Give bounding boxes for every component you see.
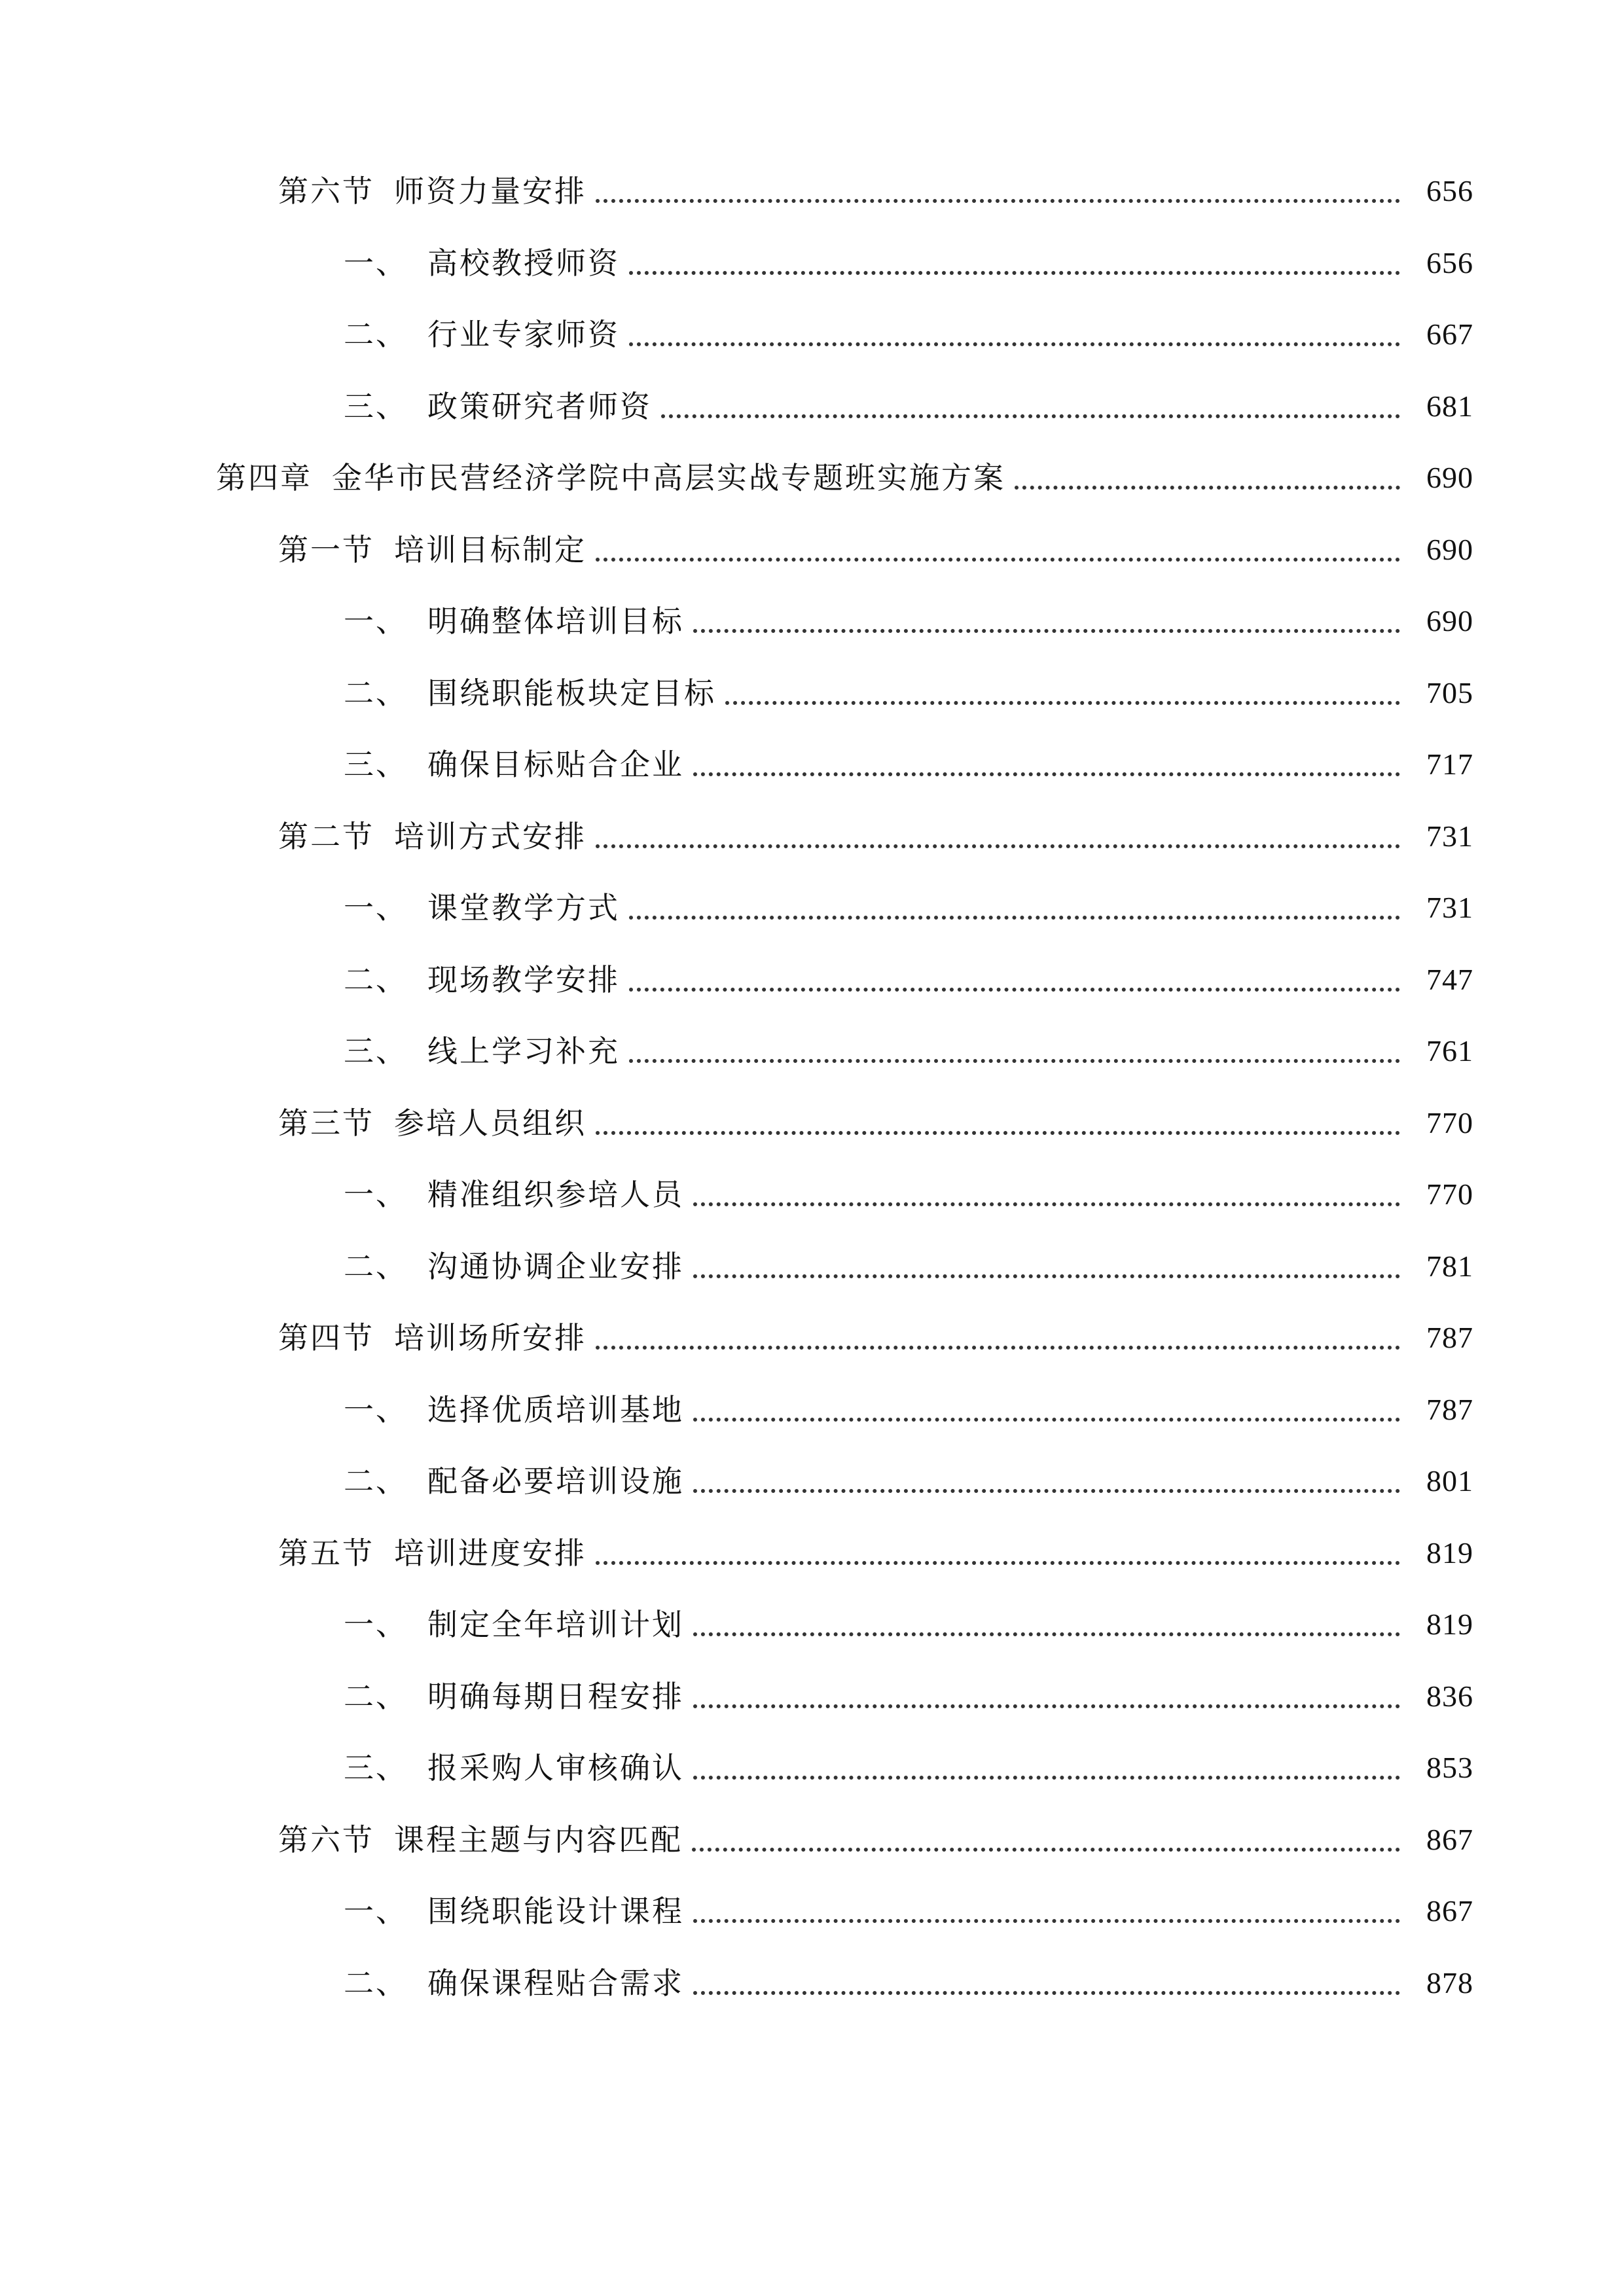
toc-entry-number: 第六节 [278, 1822, 374, 1857]
dot-leader [725, 667, 1400, 719]
dot-leader [693, 1240, 1400, 1293]
toc-entry-number: 二、 [344, 1965, 408, 2001]
toc-page-number: 867 [1426, 1823, 1473, 1856]
toc-entry-title: 线上学习补充 [427, 1033, 620, 1069]
toc-entry-section[interactable] [0, 165, 1624, 217]
toc-entry-section[interactable] [0, 524, 1624, 576]
dot-leader [596, 1312, 1400, 1364]
toc-entry-item[interactable] [0, 1742, 1624, 1794]
toc-entry-number: 二、 [344, 1463, 408, 1499]
toc-page-number: 731 [1426, 819, 1473, 853]
toc-entry-text [278, 1527, 586, 1579]
toc-entry-item[interactable] [0, 595, 1624, 647]
toc-page-number: 867 [1426, 1894, 1473, 1928]
toc-entry-text [344, 308, 620, 361]
toc-entry-number: 二、 [344, 1249, 408, 1284]
toc-entry-title: 培训方式安排 [394, 819, 586, 854]
dot-leader [629, 308, 1400, 361]
toc-entry-title: 培训目标制定 [394, 532, 586, 567]
dot-leader [596, 1097, 1400, 1149]
toc-entry-section[interactable] [0, 1814, 1624, 1866]
toc-entry-item[interactable] [0, 1455, 1624, 1507]
toc-entry-title: 课程主题与内容匹配 [394, 1822, 683, 1857]
toc-entry-text [344, 1885, 684, 1937]
dot-leader [693, 1742, 1400, 1794]
toc-entry-title: 参培人员组织 [394, 1105, 586, 1141]
toc-entry-text [344, 237, 620, 289]
toc-entry-title: 制定全年培训计划 [427, 1607, 684, 1642]
dot-leader [693, 1455, 1400, 1507]
toc-entry-title: 金华市民营经济学院中高层实战专题班实施方案 [332, 460, 1005, 495]
toc-entry-title: 明确整体培训目标 [427, 603, 684, 639]
toc-page-number: 761 [1426, 1034, 1473, 1067]
toc-page-number: 705 [1426, 676, 1473, 709]
toc-entry-text [344, 1670, 684, 1723]
toc-page-number: 801 [1426, 1464, 1473, 1498]
toc-entry-item[interactable] [0, 882, 1624, 934]
toc-entry-number: 一、 [344, 1177, 408, 1212]
toc-entry-text [344, 1957, 684, 2009]
toc-entry-number: 第六节 [278, 173, 374, 209]
toc-entry-item[interactable] [0, 1670, 1624, 1723]
toc-entry-item[interactable] [0, 738, 1624, 791]
toc-entry-text [344, 667, 716, 719]
toc-entry-text [344, 1455, 684, 1507]
toc-entry-text [344, 1025, 620, 1077]
toc-entry-title: 围绕职能板块定目标 [427, 675, 716, 711]
toc-entry-number: 三、 [344, 1750, 408, 1785]
toc-entry-title: 师资力量安排 [394, 173, 586, 209]
toc-entry-text [344, 380, 652, 433]
toc-page-number: 836 [1426, 1679, 1473, 1713]
dot-leader [661, 380, 1400, 433]
toc-entry-item[interactable] [0, 1168, 1624, 1221]
toc-entry-title: 沟通协调企业安排 [427, 1249, 684, 1284]
toc-entry-title: 政策研究者师资 [427, 389, 652, 424]
toc-entry-text [344, 954, 620, 1006]
toc-entry-title: 报采购人审核确认 [427, 1750, 684, 1785]
dot-leader [693, 595, 1400, 647]
toc-page-number: 717 [1426, 747, 1473, 781]
toc-entry-text [278, 1814, 683, 1866]
toc-entry-text [344, 1168, 684, 1221]
toc-entry-text [344, 738, 684, 791]
toc-page-number: 747 [1426, 963, 1473, 996]
toc-entry-title: 确保课程贴合需求 [427, 1965, 684, 2001]
toc-page-number: 681 [1426, 389, 1473, 423]
toc-entry-number: 三、 [344, 389, 408, 424]
toc-page-number: 853 [1426, 1751, 1473, 1784]
toc-entry-number: 二、 [344, 962, 408, 997]
toc-entry-number: 第四章 [216, 460, 312, 495]
toc-entry-item[interactable] [0, 1025, 1624, 1077]
dot-leader [1015, 452, 1400, 504]
toc-entry-number: 二、 [344, 317, 408, 352]
toc-entry-number: 第二节 [278, 819, 374, 854]
toc-entry-number: 第五节 [278, 1535, 374, 1571]
dot-leader [629, 882, 1400, 934]
toc-entry-number: 一、 [344, 1893, 408, 1929]
toc-entry-number: 第四节 [278, 1320, 374, 1355]
toc-entry-item[interactable] [0, 1885, 1624, 1937]
toc-entry-title: 培训进度安排 [394, 1535, 586, 1571]
dot-leader [629, 1025, 1400, 1077]
toc-entry-section[interactable] [0, 1527, 1624, 1579]
toc-entry-section[interactable] [0, 810, 1624, 863]
toc-page-number: 787 [1426, 1321, 1473, 1354]
dot-leader [693, 1957, 1400, 2009]
toc-page-number: 819 [1426, 1607, 1473, 1641]
toc-entry-title: 配备必要培训设施 [427, 1463, 684, 1499]
toc-entry-number: 三、 [344, 747, 408, 782]
toc-entry-title: 选择优质培训基地 [427, 1392, 684, 1427]
toc-page-number: 819 [1426, 1536, 1473, 1570]
toc-entry-text [278, 165, 586, 217]
toc-entry-number: 第三节 [278, 1105, 374, 1141]
toc-entry-item[interactable] [0, 1598, 1624, 1651]
dot-leader [629, 237, 1400, 289]
toc-entry-title: 高校教授师资 [427, 245, 620, 281]
toc-entry-text [216, 452, 1005, 504]
toc-entry-text [344, 1240, 684, 1293]
toc-entry-number: 三、 [344, 1033, 408, 1069]
dot-leader [692, 1814, 1400, 1866]
dot-leader [693, 1168, 1400, 1221]
dot-leader [596, 1527, 1400, 1579]
toc-entry-title: 精准组织参培人员 [427, 1177, 684, 1212]
toc-page-number: 878 [1426, 1966, 1473, 2000]
toc-page-number: 656 [1426, 174, 1473, 207]
toc-entry-text [278, 1312, 586, 1364]
dot-leader [693, 1384, 1400, 1436]
dot-leader [693, 1885, 1400, 1937]
toc-page-number: 690 [1426, 604, 1473, 637]
toc-entry-text [344, 1742, 684, 1794]
toc-page-number: 781 [1426, 1249, 1473, 1283]
dot-leader [693, 1670, 1400, 1723]
toc-entry-number: 一、 [344, 890, 408, 925]
toc-entry-title: 现场教学安排 [427, 962, 620, 997]
toc-page-number: 690 [1426, 461, 1473, 494]
toc-entry-item[interactable] [0, 954, 1624, 1006]
toc-entry-title: 围绕职能设计课程 [427, 1893, 684, 1929]
toc-entry-text [278, 810, 586, 863]
toc-entry-number: 一、 [344, 1607, 408, 1642]
toc-entry-number: 第一节 [278, 532, 374, 567]
toc-entry-text [278, 524, 586, 576]
toc-entry-section[interactable] [0, 1312, 1624, 1364]
toc-entry-text [344, 1598, 684, 1651]
dot-leader [596, 524, 1400, 576]
toc-entry-item[interactable] [0, 1240, 1624, 1293]
toc-entry-title: 培训场所安排 [394, 1320, 586, 1355]
toc-page-number: 770 [1426, 1106, 1473, 1139]
toc-entry-title: 确保目标贴合企业 [427, 747, 684, 782]
dot-leader [693, 738, 1400, 791]
toc-entry-section[interactable] [0, 1097, 1624, 1149]
dot-leader [596, 810, 1400, 863]
toc-page-number: 656 [1426, 246, 1473, 279]
toc-entry-number: 一、 [344, 245, 408, 281]
toc-page-number: 787 [1426, 1393, 1473, 1426]
toc-entry-title: 行业专家师资 [427, 317, 620, 352]
toc-entry-chapter[interactable] [0, 452, 1624, 504]
toc-entry-number: 二、 [344, 675, 408, 711]
toc-entry-title: 明确每期日程安排 [427, 1679, 684, 1714]
toc-entry-text [344, 595, 684, 647]
dot-leader [629, 954, 1400, 1006]
toc-entry-item[interactable] [0, 667, 1624, 719]
toc-entry-item[interactable] [0, 1384, 1624, 1436]
toc-entry-item[interactable] [0, 237, 1624, 289]
toc-entry-number: 二、 [344, 1679, 408, 1714]
toc-entry-title: 课堂教学方式 [427, 890, 620, 925]
toc-entry-text [278, 1097, 586, 1149]
toc-entry-item[interactable] [0, 1957, 1624, 2009]
dot-leader [596, 165, 1400, 217]
toc-entry-text [344, 1384, 684, 1436]
toc-page-number: 770 [1426, 1177, 1473, 1211]
toc-entry-number: 一、 [344, 603, 408, 639]
toc-page-number: 731 [1426, 891, 1473, 924]
toc-page-number: 690 [1426, 533, 1473, 566]
dot-leader [693, 1598, 1400, 1651]
toc-page-number: 667 [1426, 317, 1473, 351]
toc-entry-text [344, 882, 620, 934]
toc-entry-item[interactable] [0, 308, 1624, 361]
toc-entry-item[interactable] [0, 380, 1624, 433]
toc-entry-number: 一、 [344, 1392, 408, 1427]
